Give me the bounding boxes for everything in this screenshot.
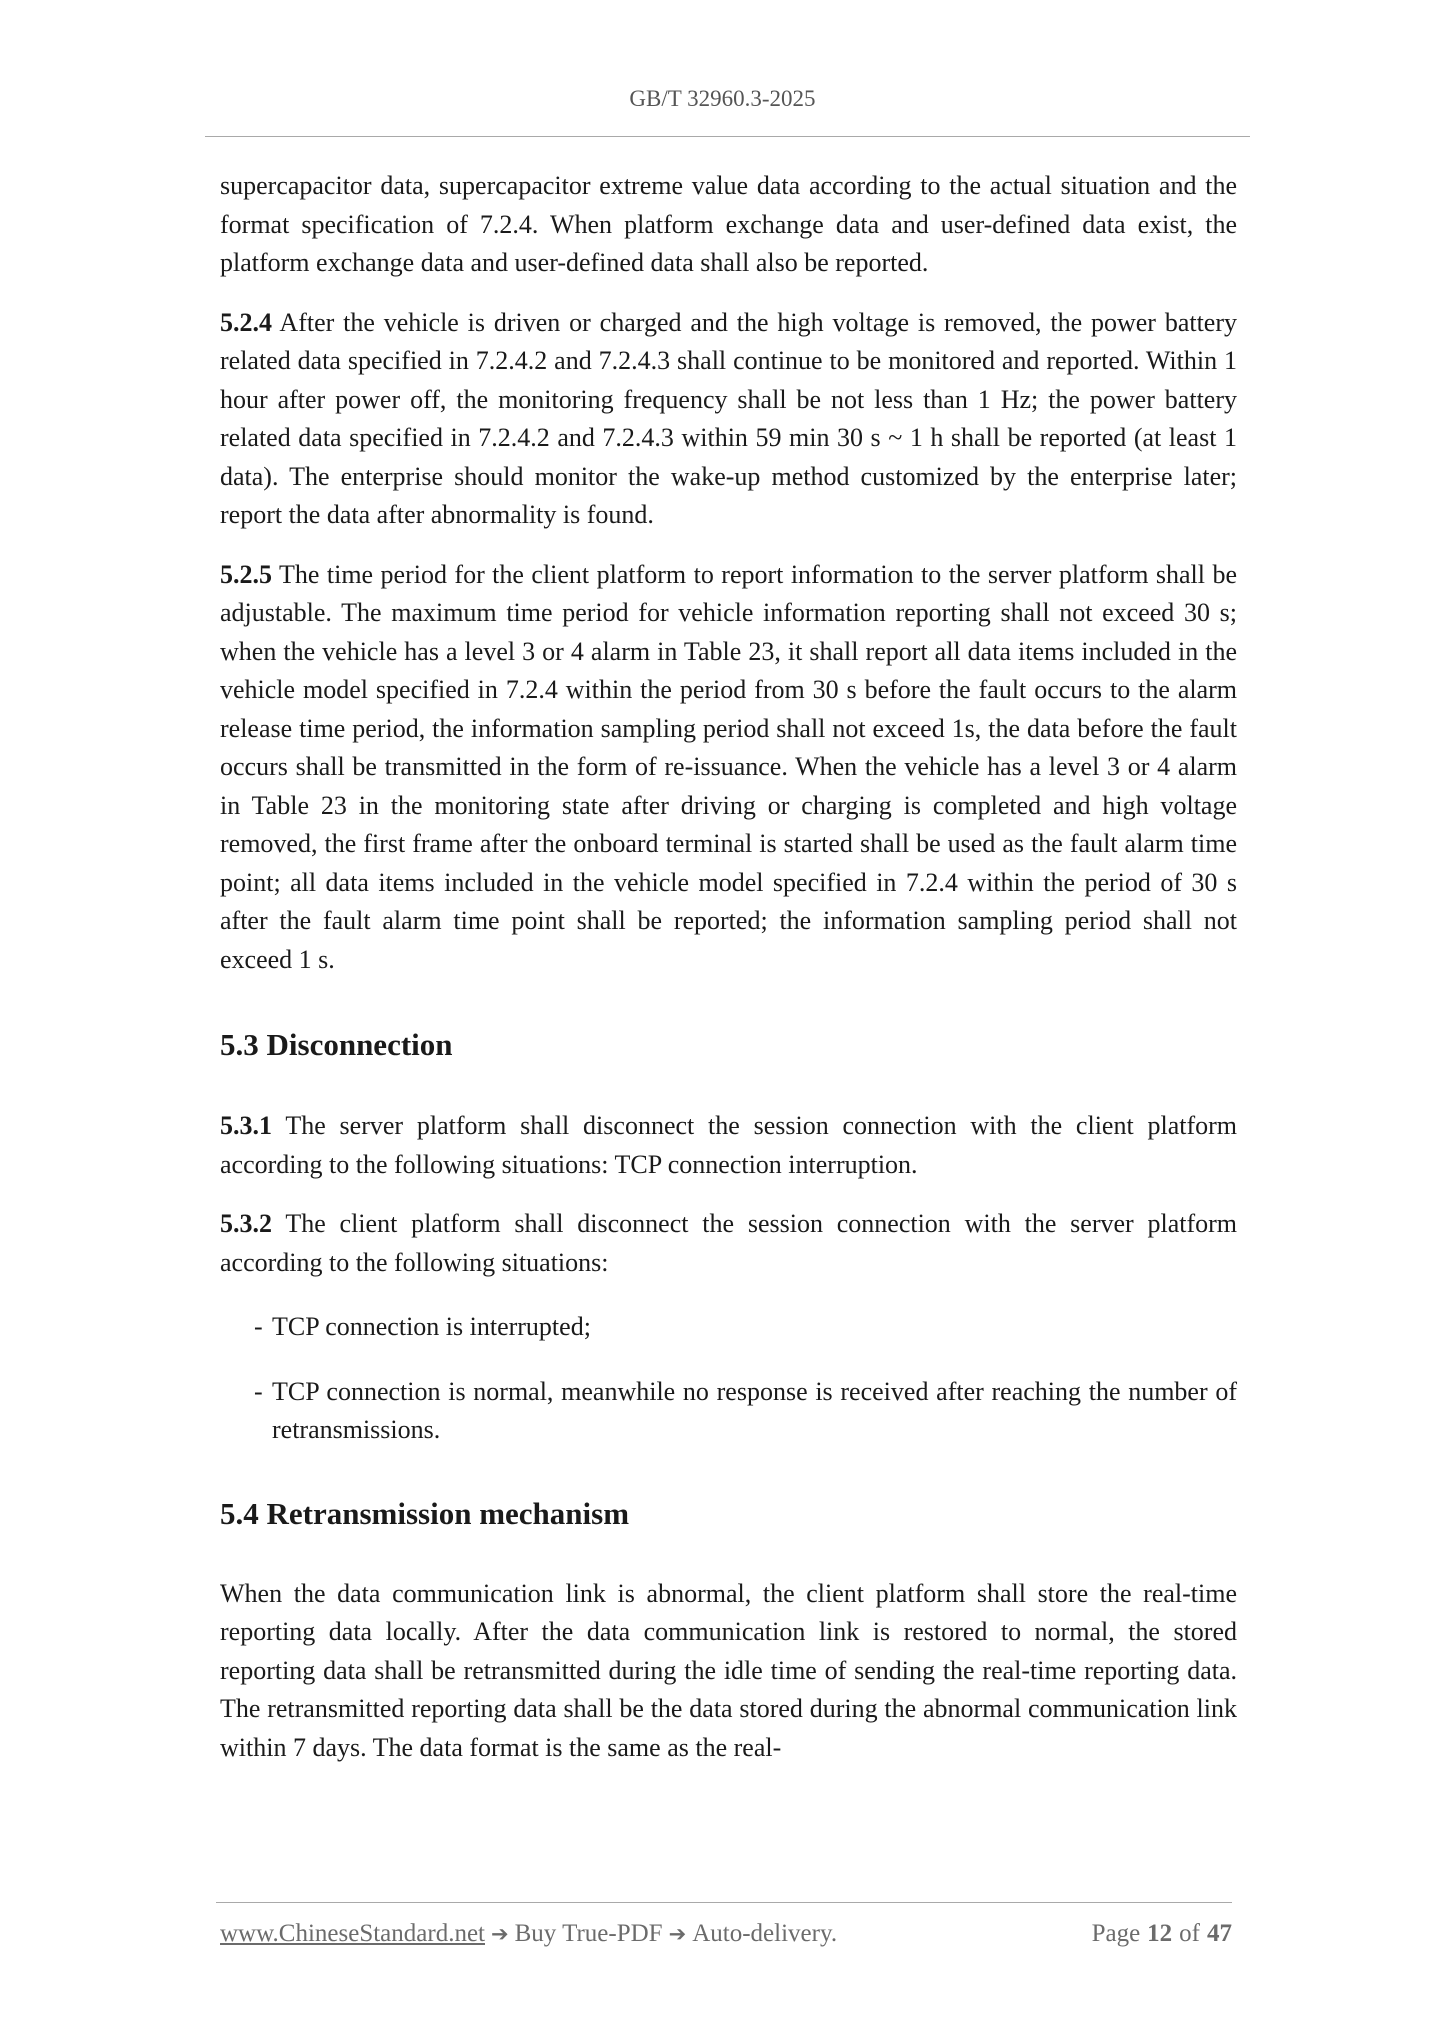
auto-delivery-text: Auto-delivery. [692, 1920, 838, 1947]
page-label: Page [1091, 1920, 1141, 1947]
clause-number: 5.3.2 [220, 1209, 272, 1238]
intro-paragraph: supercapacitor data, supercapacitor extreme value data according to the actual situation and the format specification of 7.2.4. When platform exchange data and user-defined data exist, the platform exchange data and user-defined data shall also be reported. [220, 171, 1237, 277]
running-header: GB/T 32960.3-2025 [629, 86, 816, 111]
clause-text: The server platform shall disconnect the session connection with the client platform according to the following situations: TCP connection interruption. [220, 1111, 1237, 1179]
clause-5-2-4 [220, 304, 1237, 535]
retransmission-paragraph: When the data communication link is abnormal, the client platform shall store the real-time reporting data locally. After the data communication link is restored to normal, the stored reporting data shall be retransmitted during the idle time of sending the real-time reporting data. The retransmitted reporting data shall be the data stored during the abnormal communication link within 7 days. The data format is the same as the real- [220, 1578, 1237, 1762]
clause-5-3-2 [220, 1205, 1237, 1282]
clause-number: 5.2.4 [220, 307, 272, 337]
clause-text: The client platform shall disconnect the session connection with the server platform according to the following situations: [220, 1209, 1237, 1277]
page-indicator [1092, 1920, 1232, 1948]
section-heading-5-4: 5.4 Retransmission mechanism [220, 1495, 630, 1531]
list-item-text: TCP connection is normal, meanwhile no response is received after reaching the number of retransmissions. [272, 1376, 1237, 1444]
current-page-number: 12 [1147, 1920, 1173, 1947]
list-item [220, 1308, 1237, 1347]
footer-promo [220, 1920, 837, 1948]
header-divider [205, 136, 1250, 137]
total-page-number: 47 [1207, 1920, 1232, 1947]
section-heading-5-3: 5.3 Disconnection [220, 1027, 453, 1062]
clause-number: 5.3.1 [220, 1111, 272, 1140]
page-footer [220, 1920, 1232, 1948]
footer-divider [216, 1902, 1232, 1903]
page-content [220, 167, 1237, 1767]
arrow-right-icon: ➔ [491, 1922, 509, 1946]
clause-text: After the vehicle is driven or charged and the high voltage is removed, the power battery related data specified in 7.2.4.2 and 7.2.4.3 shall continue to be monitored and reported. Within 1 hour after power off, the monitoring frequency shall be not less than 1 Hz; the power battery related data specified in 7.2.4.2 and 7.2.4.3 within 59 min 30 s ~ 1 h shall be reported (at least 1 data). The enterprise should monitor the wake-up method customized by the enterprise later; report the data after abnormality is found. [220, 307, 1237, 529]
clause-5-3-1 [220, 1107, 1237, 1184]
list-dash: - [254, 1312, 263, 1341]
clause-text: The time period for the client platform to report information to the server platform shall be adjustable. The maximum time period for vehicle information reporting shall not exceed 30 s; when the vehicle has a level 3 or 4 alarm in Table 23, it shall report all data items included in the vehicle model specified in 7.2.4 within the period from 30 s before the fault occurs to the alarm release time period, the information sampling period shall not exceed 1s, the data before the fault occurs shall be transmitted in the form of re-issuance. When the vehicle has a level 3 or 4 alarm in Table 23 in the monitoring state after driving or charging is completed and high voltage removed, the first frame after the onboard terminal is started shall be used as the fault alarm time point; all data items included in the vehicle model specified in 7.2.4 within the period of 30 s after the fault alarm time point shall be reported; the information sampling period shall not exceed 1 s. [220, 559, 1237, 974]
list-dash: - [254, 1376, 263, 1406]
clause-5-2-5 [220, 556, 1237, 980]
website-link[interactable]: www.ChineseStandard.net [220, 1920, 485, 1947]
page-of-label: of [1179, 1920, 1200, 1947]
list-item-text: TCP connection is interrupted; [272, 1312, 591, 1341]
arrow-right-icon: ➔ [668, 1922, 687, 1946]
buy-pdf-text: Buy True-PDF [514, 1920, 663, 1947]
list-item [220, 1373, 1237, 1450]
clause-number: 5.2.5 [220, 559, 272, 589]
